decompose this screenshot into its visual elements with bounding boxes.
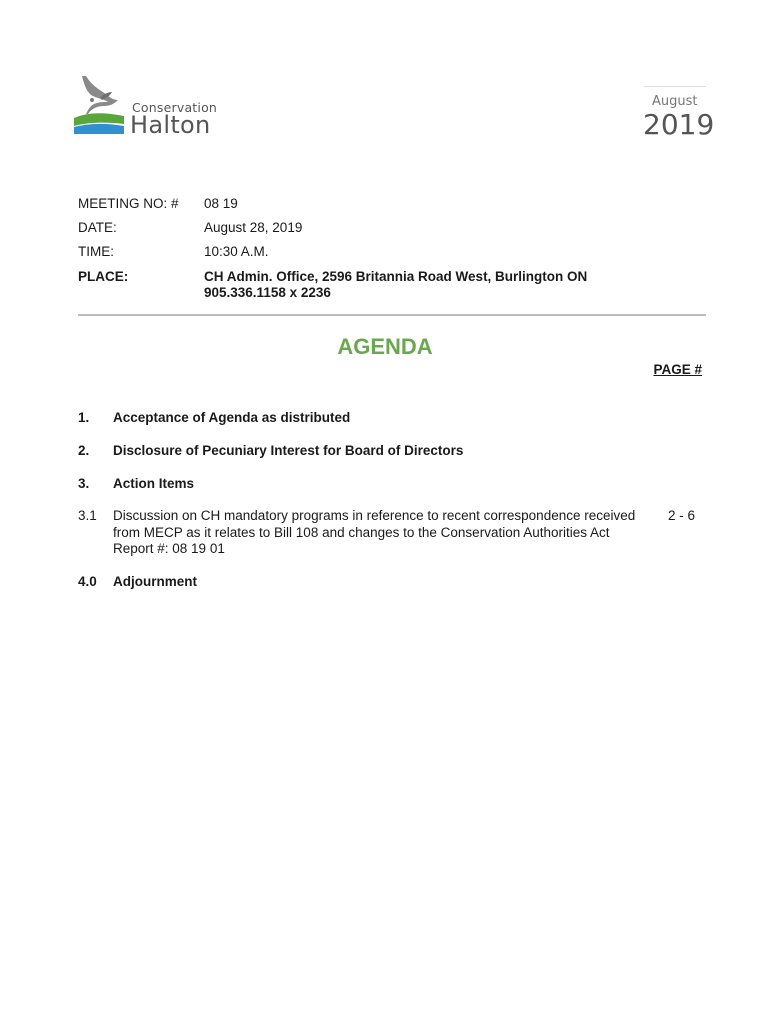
conservation-halton-logo <box>74 72 224 138</box>
meeting-place-line1: CH Admin. Office, 2596 Britannia Road West, Burlington ON <box>204 269 588 284</box>
heron-logo-icon <box>74 72 134 138</box>
meeting-time-value: 10:30 A.M. <box>204 244 269 259</box>
header-divider <box>78 314 706 316</box>
agenda-item-number: 4.0 <box>78 574 97 589</box>
meeting-date-label: DATE: <box>78 220 117 235</box>
meeting-number-value: 08 19 <box>204 196 238 211</box>
agenda-item-page-range: 2 - 6 <box>668 508 696 523</box>
meeting-number-label: MEETING NO: # <box>78 196 179 211</box>
agenda-item-number: 1. <box>78 410 90 425</box>
agenda-title: AGENDA <box>337 334 433 359</box>
date-badge-rule <box>644 86 706 87</box>
agenda-item-text-line1: Discussion on CH mandatory programs in reference to recent correspondence received <box>113 508 636 523</box>
date-badge-month: August <box>652 94 698 109</box>
agenda-item-number: 3.1 <box>78 508 97 523</box>
agenda-item-text: Acceptance of Agenda as distributed <box>113 410 351 425</box>
agenda-item-text: Disclosure of Pecuniary Interest for Board of Directors <box>113 443 464 458</box>
agenda-item-report-number: Report #: 08 19 01 <box>113 541 225 556</box>
meeting-place-line2: 905.336.1158 x 2236 <box>204 285 331 300</box>
agenda-item-number: 2. <box>78 443 90 458</box>
agenda-item-text: Action Items <box>113 476 195 491</box>
agenda-item-number: 3. <box>78 476 90 491</box>
date-badge-year: 2019 <box>643 108 715 141</box>
meeting-date-value: August 28, 2019 <box>204 220 303 235</box>
logo-text-conservation: Conservation <box>132 100 218 115</box>
page-number-header: PAGE # <box>653 362 702 377</box>
meeting-place-label: PLACE: <box>78 269 129 284</box>
agenda-item-text: Adjournment <box>113 574 197 589</box>
logo-text-halton: Halton <box>130 111 211 139</box>
agenda-item-text-line2: from MECP as it relates to Bill 108 and changes to the Conservation Authorities Act <box>113 524 610 540</box>
meeting-time-label: TIME: <box>78 244 114 259</box>
